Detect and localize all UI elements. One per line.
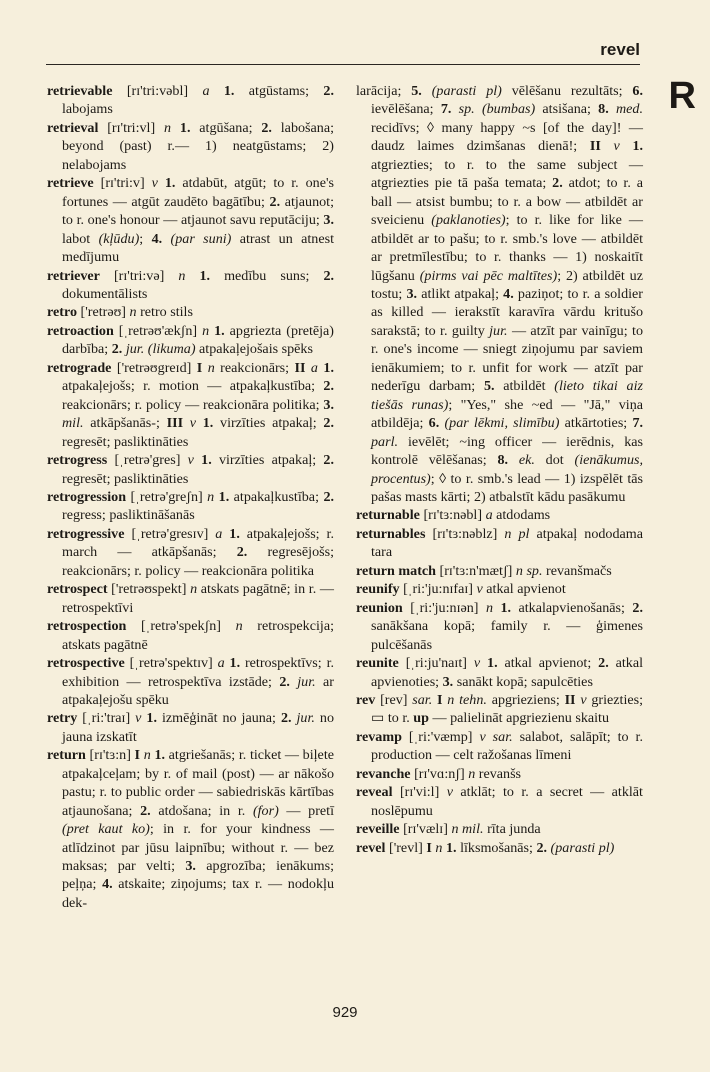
dictionary-entry-return-cont: larācija; 5. (parasti pl) vēlēšanu rezultāts; 6. ievēlēšana; 7. sp. (bumbas) atsišana; 8. med. recidīvs; ◊ many happy ~s [of the day]! — daudz laimes dzimšanas dienā!; II v 1. atgriezties; to r. to the same subject — atgriezties pie tā paša temata; 2. atdot; to r. a ball — atsist bumbu; to r. a bow — atbildēt ar sveicienu (paklanoties); to r. like for like — atbildēt ar to pašu; to r. smb.'s love — atbildēt ar pretmīlestību; to r. thanks — 1) noskaitīt lūgšanu (pirms vai pēc maltītes); 2) atbildēt uz tostu; 3. atlikt atpakaļ; 4. paziņot; to r. a soldier as killed — ierakstīt karavīra vārdu kritušo sarakstā; to r. guilty jur. — atzīt par vainīgu; to r. one's income — sniegt ziņojumu par saviem ienākumiem; to r. unfit for work — atzīt par nederīgu darbam; 5. atbildēt (lieto tikai aiz tiešās runas); "Yes," she ~ed — "Jā," viņa atbildēja; 6. (par lēkmi, slimību) atkārtoties; 7. parl. ievēlēt; ~ing officer — ierēdnis, kas kontrolē vēlēšanas; 8. ek. dot (ienākumus, procentus); ◊ to r. smb.'s lead — 1) izspēlēt tās pašas masts kārti; 2) atbalstīt kādu pasākumu: [356, 83, 644, 505]
dictionary-entry-return-match: return match [rɪ'tɜ:n'mætʃ] n sp. revanšmačs: [356, 562, 612, 579]
dictionary-entry-retrograde: retrograde ['retrəʊgreɪd] I n reakcionārs; II a 1. atpakaļejošs; r. motion — atpakaļkustība; 2. reakcionārs; r. policy — reakcionāra politika; 3. mil. atkāpšanās-; III v 1. virzīties atpakaļ; 2. regresēt; pasliktināties: [47, 359, 334, 450]
right-column: [356, 82, 643, 857]
dictionary-entry-revel: revel ['revl] I n 1. līksmošanās; 2. (parasti pl): [356, 839, 615, 856]
dictionary-entry-retrogression: retrogression [ˌretrə'greʃn] n 1. atpakaļkustība; 2. regress; pasliktināšanās: [47, 488, 335, 524]
letter-tab: R: [668, 75, 696, 117]
dictionary-entry-reunify: reunify [ˌri:'ju:nɪfaɪ] v atkal apvienot: [356, 581, 566, 598]
dictionary-entry-retrospective: retrospective [ˌretrə'spektɪv] a 1. retrospektīvs; r. exhibition — retrospektīva izstāde; 2. jur. ar atpakaļejošu spēku: [47, 655, 335, 708]
left-column: [47, 82, 334, 912]
dictionary-entry-revamp: revamp [ˌri:'væmp] v sar. salabot, salāpīt; to r. production — celt ražošanas līmeni: [356, 728, 643, 764]
dictionary-entry-revanche: revanche [rɪ'vɑ:nʃ] n revanšs: [356, 765, 522, 782]
dictionary-entry-retriever: retriever [rɪ'tri:və] n 1. medību suns; 2. dokumentālists: [47, 267, 335, 302]
dictionary-entry-retrospect: retrospect ['retrəʊspekt] n atskats pagātnē; in r. — retrospektīvi: [47, 581, 334, 616]
dictionary-entry-return: return [rɪ'tɜ:n] I n 1. atgriešanās; r. ticket — biļete atpakaļceļam; by r. of mail (post) — ar nākošo pastu; r. to public order — sabiedriskās kārtības atjaunošana; 2. atdošana; in r. (for) — pretī (pret kaut ko); in r. for your kindness — atlīdzinot par jūsu laipnību; without r. — bez maksas; par velti; 3. apgrozība; ienākums; peļņa; 4. atskaite; ziņojums; tax r. — nodokļu dek-: [47, 747, 335, 911]
dictionary-entry-retrievable: retrievable [rɪ'tri:vəbl] a 1. atgūstams; 2. labojams: [47, 83, 334, 118]
dictionary-entry-retry: retry [ˌri:'traɪ] v 1. izmēģināt no jauna; 2. jur. no jauna izskatīt: [47, 710, 335, 745]
dictionary-entry-reunion: reunion [ˌri:'ju:nɪən] n 1. atkalapvienošanās; 2. sanākšana kopā; family r. — ģimenes pulcēšanās: [356, 599, 643, 653]
dictionary-entry-returnables: returnables [rɪ'tɜ:nəblz] n pl atpakaļ nododama tara: [356, 525, 643, 561]
header-rule: [46, 64, 640, 65]
dictionary-entry-retroaction: retroaction [ˌretrəʊ'ækʃn] n 1. apgriezta (pretēja) darbība; 2. jur. (likuma) atpakaļejošais spēks: [47, 322, 334, 358]
dictionary-entry-reunite: reunite [ˌri:ju'naɪt] v 1. atkal apvienot; 2. atkal apvienoties; 3. sanākt kopā; sapulcēties: [356, 655, 644, 690]
dictionary-entry-retrogress: retrogress [ˌretrə'gres] v 1. virzīties atpakaļ; 2. regresēt; pasliktināties: [47, 452, 334, 487]
dictionary-entry-retrospection: retrospection [ˌretrə'spekʃn] n retrospekcija; atskats pagātnē: [47, 618, 334, 653]
dictionary-entry-retro: retro ['retrəʊ] n retro stils: [47, 304, 193, 321]
dictionary-entry-returnable: returnable [rɪ'tɜ:nəbl] a atdodams: [356, 507, 551, 524]
page-number: 929: [332, 1004, 358, 1021]
dictionary-entry-rev: rev [rev] sar. I n tehn. apgrieziens; II v griezties; ▭ to r. up — palielināt apgriezienu skaitu: [356, 691, 644, 727]
dictionary-entry-retrieve: retrieve [rɪ'tri:v] v 1. atdabūt, atgūt; to r. one's fortunes — atgūt zaudēto bagātību; 2. atjaunot; to r. one's honour — atjaunot savu reputāciju; 3. labot (kļūdu); 4. (par suni) atrast un atnest medījumu: [47, 175, 335, 266]
running-head: revel: [600, 40, 640, 59]
dictionary-entry-reveal: reveal [rɪ'vi:l] v atklāt; to r. a secret — atklāt noslēpumu: [356, 784, 643, 819]
dictionary-entry-retrieval: retrieval [rɪ'tri:vl] n 1. atgūšana; 2. labošana; beyond (past) r.— 1) neatgūstams; 2) nelabojams: [47, 119, 334, 173]
dictionary-entry-retrogressive: retrogressive [ˌretrə'gresɪv] a 1. atpakaļejošs; r. march — atkāpšanās; 2. regresējošs; reakcionārs; r. policy — reakcionāra politika: [47, 525, 334, 579]
dictionary-entry-reveille: reveille [rɪ'vælɪ] n mil. rīta junda: [356, 821, 541, 838]
